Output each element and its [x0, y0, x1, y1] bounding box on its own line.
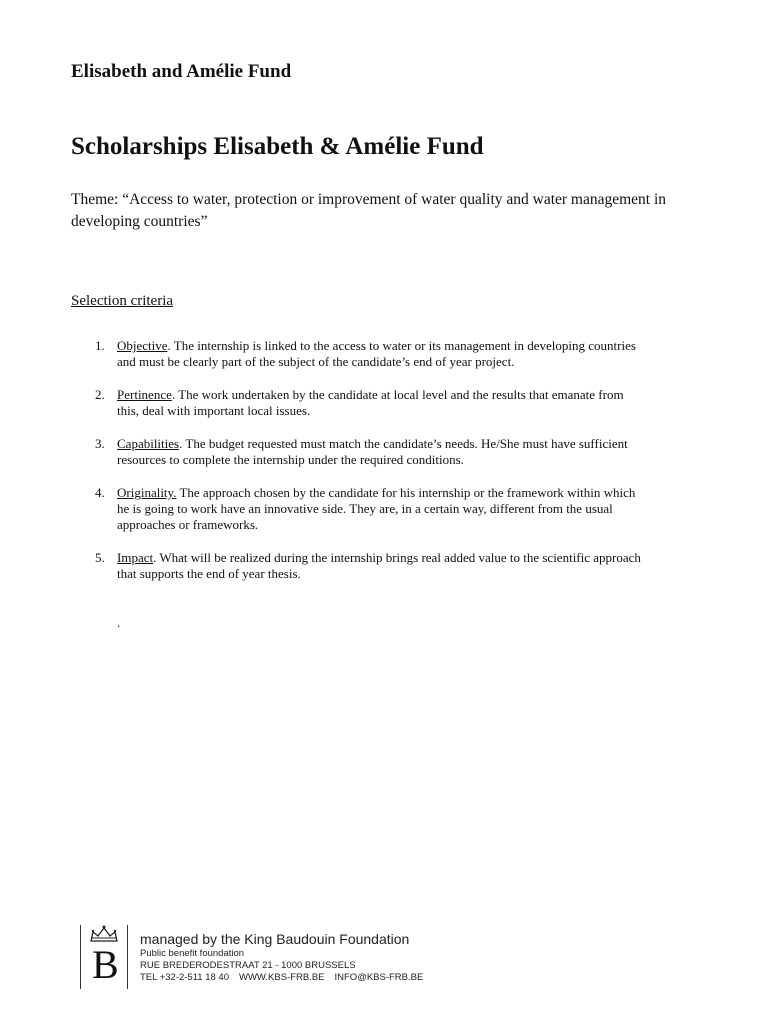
criteria-item: [71, 387, 641, 419]
logo-divider-left: [80, 925, 81, 989]
page-title: Scholarships Elisabeth & Amélie Fund: [71, 133, 484, 160]
address: RUE BREDERODESTRAAT 21 - 1000 BRUSSELS: [140, 960, 356, 971]
criteria-text: . The internship is linked to the access to water or its management in developing countries and must be clearly part of the subject of the candidate’s end of year project.: [117, 338, 636, 369]
criteria-text: The approach chosen by the candidate for his internship or the framework within which he is going to work have an innovative side. They are, in a certain way, different from the usual approaches or frameworks.: [117, 485, 636, 532]
criteria-item: [71, 436, 641, 468]
criteria-number: 2.: [95, 387, 105, 402]
criteria-number: 5.: [95, 550, 105, 565]
criteria-text: . What will be realized during the internship brings real added value to the scientific approach that supports the end of year thesis.: [117, 550, 641, 581]
criteria-term: Capabilities: [117, 436, 180, 451]
phone-number: TEL +32-2-511 18 40: [140, 972, 229, 983]
criteria-term: Impact: [117, 550, 154, 565]
criteria-text: . The work undertaken by the candidate at local level and the results that emanate from this, deal with important local issues.: [117, 387, 624, 418]
theme-text: Theme: “Access to water, protection or improvement of water quality and water management in developing countries”: [71, 191, 667, 230]
selection-criteria-heading: Selection criteria: [71, 293, 174, 309]
website-link[interactable]: WWW.KBS-FRB.BE: [239, 972, 325, 983]
criteria-text: . The budget requested must match the candidate’s needs. He/She must have sufficient resources to complete the internship under the required conditions.: [117, 436, 628, 467]
criteria-term: Originality.: [117, 485, 177, 500]
email-link[interactable]: INFO@KBS-FRB.BE: [334, 972, 424, 983]
footer-text: [140, 930, 423, 984]
footer: [80, 925, 500, 995]
criteria-item: [71, 338, 641, 370]
managed-by-text: managed by the King Baudouin Foundation: [140, 931, 410, 947]
logo-divider-right: [127, 925, 128, 989]
criteria-list: [71, 338, 641, 582]
foundation-type: Public benefit foundation: [140, 948, 245, 959]
kbs-logo: [80, 925, 130, 989]
logo-letter: B: [92, 942, 119, 987]
criteria-item: [71, 550, 641, 582]
criteria-number: 4.: [95, 485, 105, 500]
criteria-item: [71, 485, 641, 533]
org-title: Elisabeth and Amélie Fund: [71, 61, 292, 82]
crown-icon: [89, 925, 119, 943]
criteria-number: 3.: [95, 436, 105, 451]
contact-line: [140, 972, 423, 984]
criteria-term: Pertinence: [117, 387, 172, 402]
criteria-number: 1.: [95, 338, 105, 353]
criteria-term: Objective: [117, 338, 168, 353]
trailing-dot: .: [117, 615, 121, 630]
